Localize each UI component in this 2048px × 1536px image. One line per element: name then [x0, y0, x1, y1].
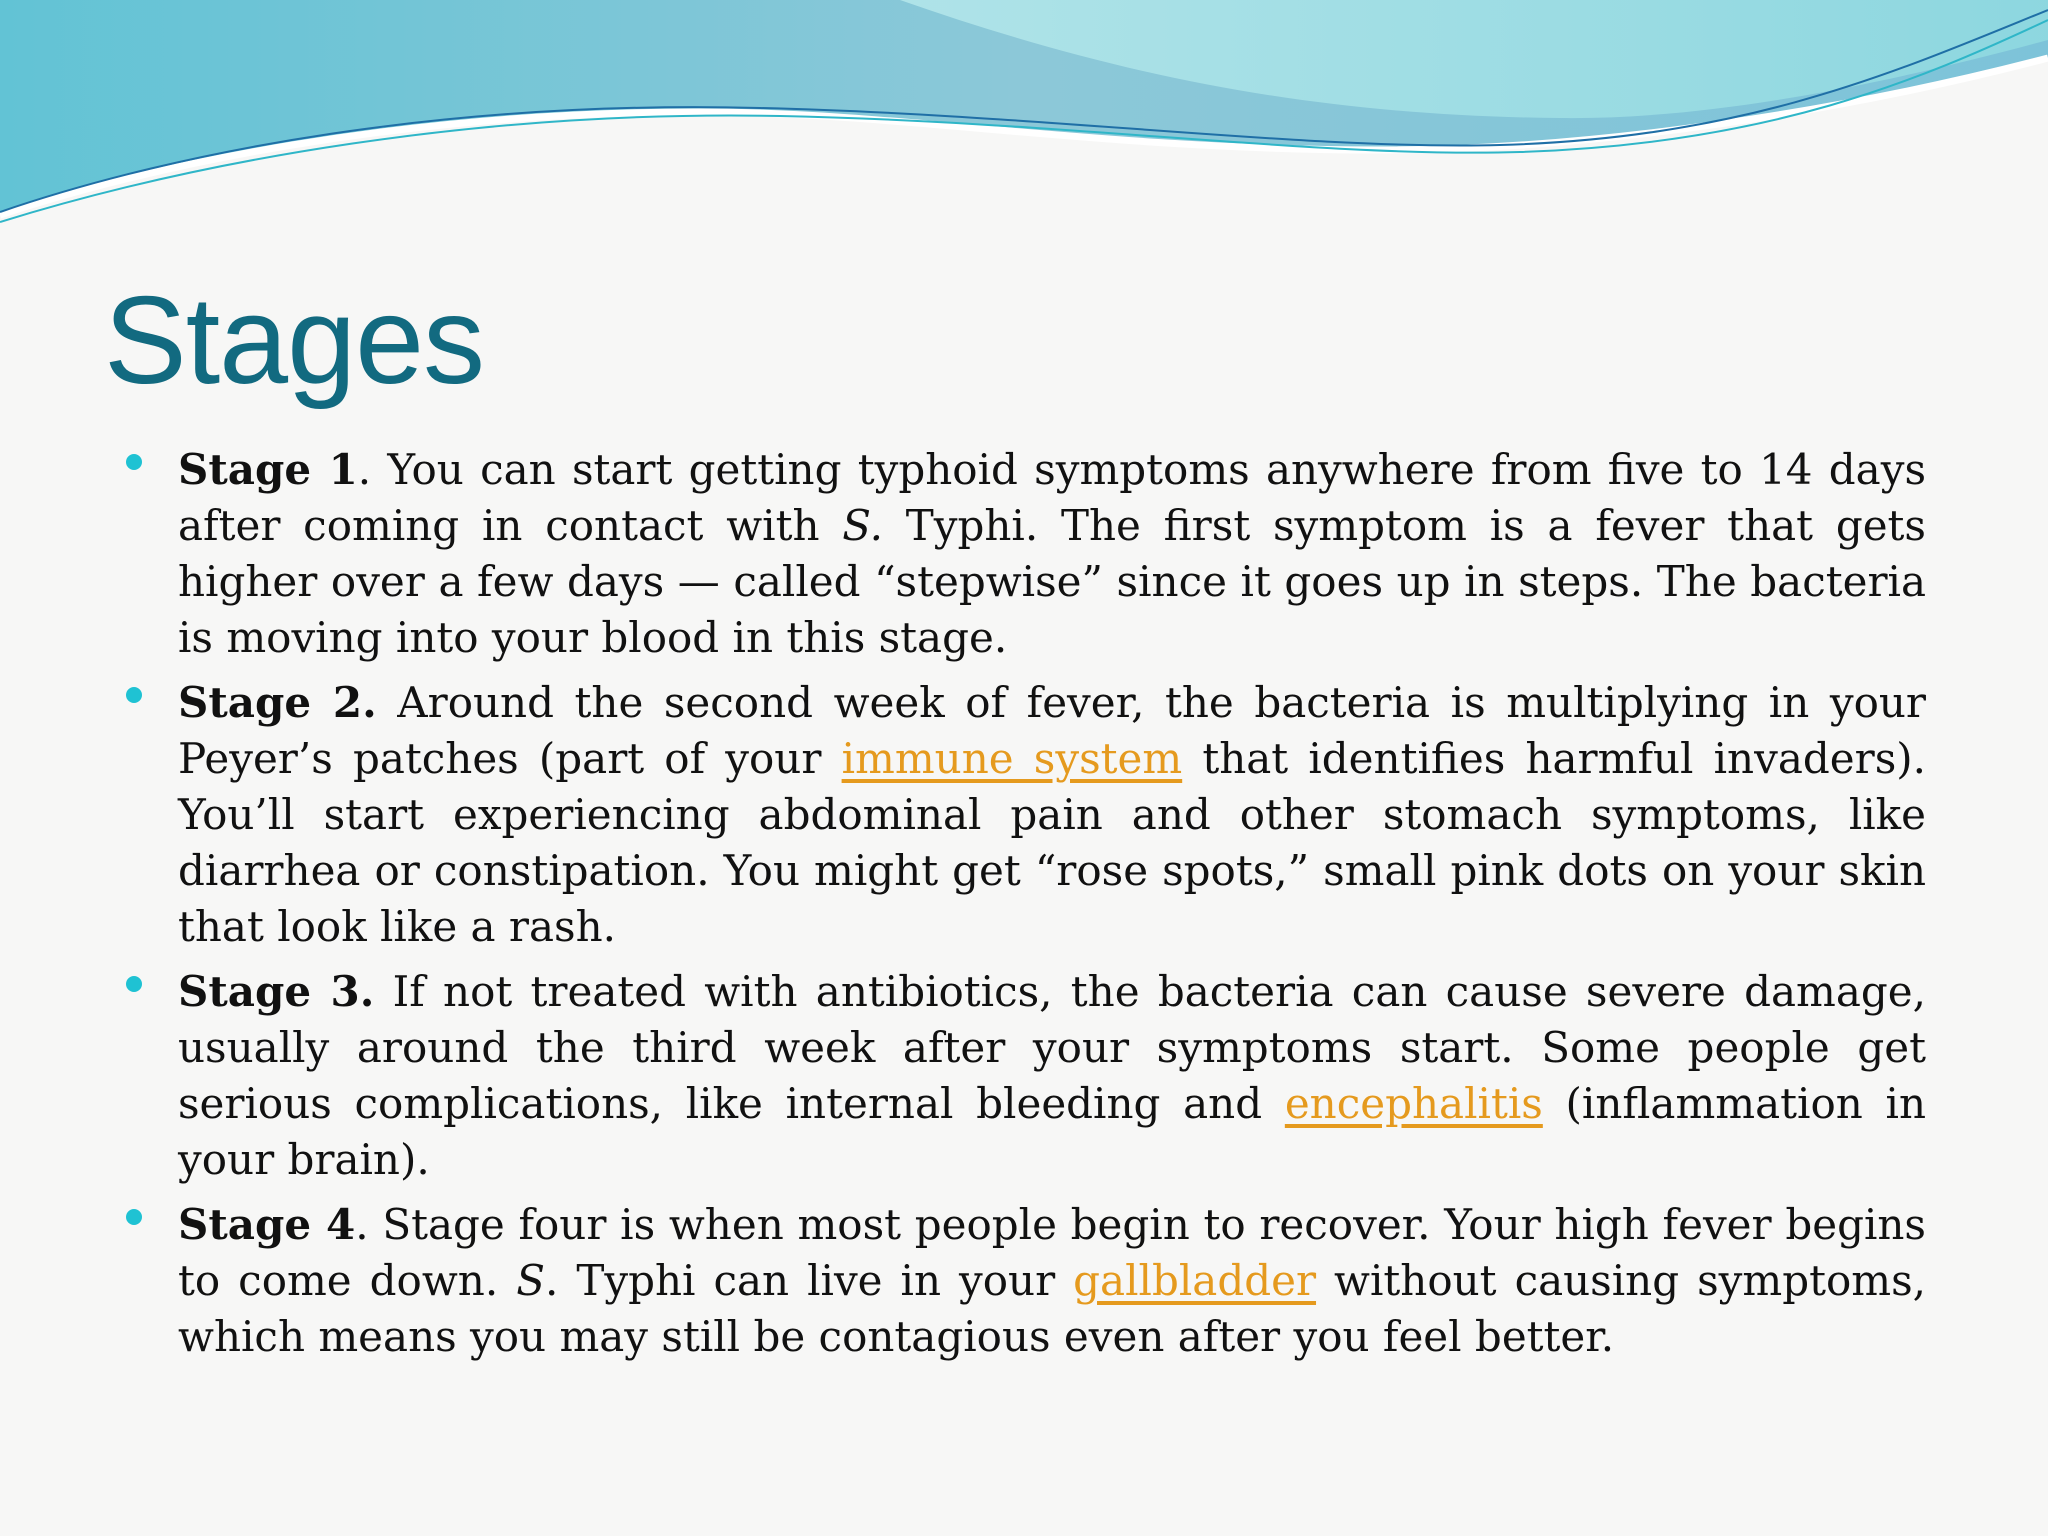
- stage-1-text: . You can start getting typhoid symptoms anywhere from five to 14 days after coming in contact with: [178, 445, 1926, 550]
- stage-2-text: Around the second week of fever, the bacteria is multiplying in your Peyer’s patches (part of your: [178, 678, 1926, 783]
- stage-1-item: [120, 442, 1926, 666]
- immune-system-link[interactable]: immune system: [841, 734, 1183, 783]
- slide-title: Stages: [104, 272, 485, 410]
- stages-list: [120, 442, 1926, 1374]
- stage-2-text-cont: that identifies harmful invaders). You’ll start experiencing abdominal pain and other stomach symptoms, like diarrhea or constipation. You might get “rose spots,” small pink dots on your skin that look like a rash.: [178, 734, 1926, 951]
- bullet-dot-icon: [126, 687, 142, 703]
- bullet-dot-icon: [126, 976, 142, 992]
- stage-3-text: If not treated with antibiotics, the bacteria can cause severe damage, usually around the third week after your symptoms start. Some people get serious complications, like internal bleeding and: [178, 967, 1926, 1128]
- species-abbrev: S.: [842, 501, 883, 550]
- gallbladder-link[interactable]: gallbladder: [1073, 1256, 1317, 1305]
- bullet-dot-icon: [126, 454, 142, 470]
- stage-4-text-cont: . Typhi can live in your: [544, 1256, 1074, 1305]
- header-wave-decoration: [0, 0, 2048, 240]
- stage-2-item: [120, 675, 1926, 955]
- stage-1-text-cont: Typhi. The first symptom is a fever that gets higher over a few days — called “stepwise” since it goes up in steps. The bacteria is moving into your blood in this stage.: [178, 501, 1926, 662]
- stage-4-label: Stage 4: [178, 1200, 356, 1249]
- stage-3-item: [120, 964, 1926, 1188]
- encephalitis-link[interactable]: encephalitis: [1284, 1079, 1543, 1128]
- stage-1-label: Stage 1: [178, 445, 358, 494]
- bullet-dot-icon: [126, 1209, 142, 1225]
- stage-4-item: [120, 1197, 1926, 1365]
- stage-3-text-cont: (inflammation in your brain).: [178, 1079, 1926, 1184]
- species-abbrev: S: [516, 1256, 545, 1305]
- stage-4-text-end: without causing symptoms, which means you may still be contagious even after you feel better.: [178, 1256, 1926, 1361]
- stage-4-text: . Stage four is when most people begin to recover. Your high fever begins to come down.: [178, 1200, 1926, 1305]
- stage-3-label: Stage 3.: [178, 967, 375, 1016]
- stage-2-label: Stage 2.: [178, 678, 377, 727]
